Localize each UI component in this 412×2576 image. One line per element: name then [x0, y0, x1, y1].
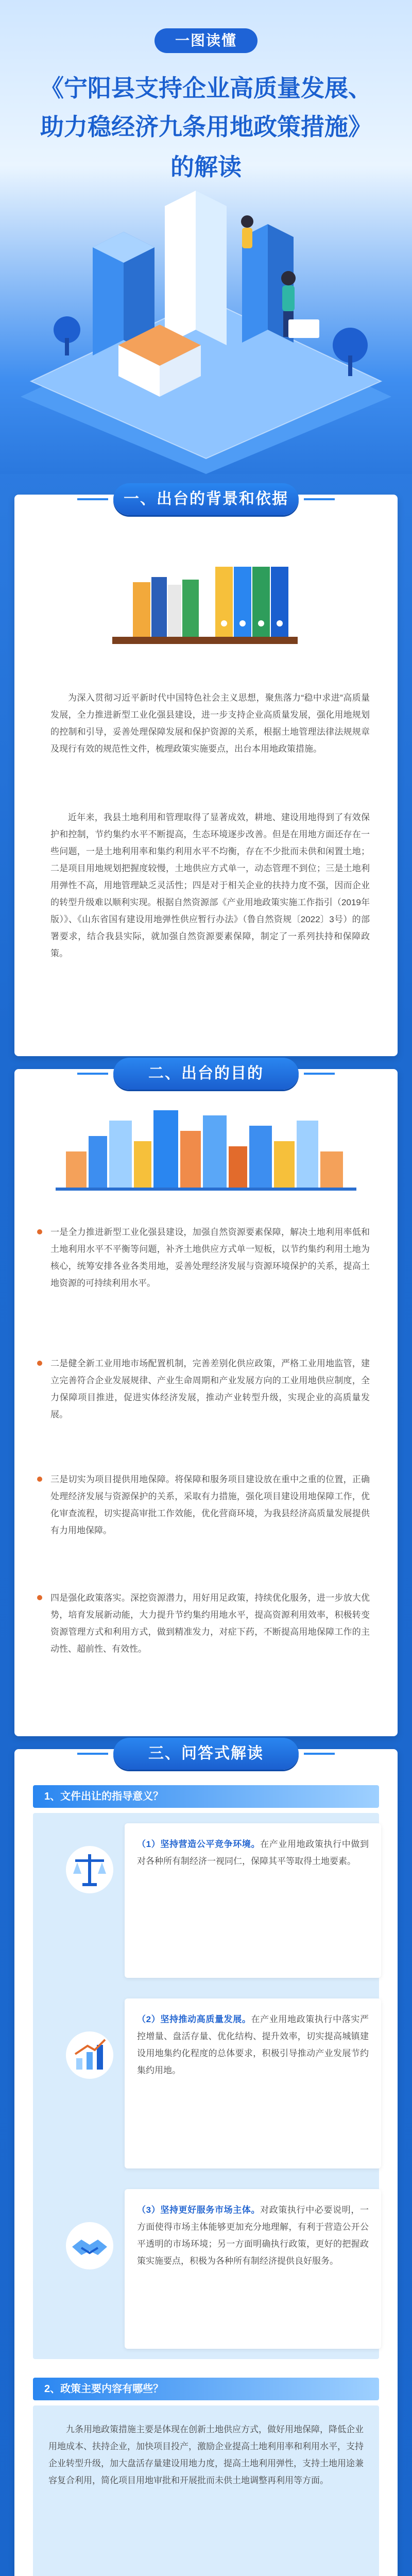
- background-paragraph-2: 近年来，我县土地利用和管理取得了显著成效，耕地、建设用地得到了有效保护和控制，节约集约水平不断提高，生态环境逐步改善。但是在用地方面还存在一些问题，一是土地利用率和集约利用水平不均衡，存在不少批而未供和闲置土地；二是项目用地规划把握度较慢，土地供应方式单一，动态管理不到位；三是土地利用弹性不高，用地管理缺乏灵活性；四是对于相关企业的扶持力度不强，因而企业的转型升级难以顺利实现。根据自然资源部《产业用地政策实施工作指引（2019年版）》、《山东省国有建设用地弹性供应暂行办法》（鲁自然资规〔2022〕3号）的部署要求，结合我县实际，就加强自然资源要素保障，制定了一系列扶持和保障政策。: [50, 812, 370, 958]
- growth-chart-icon: [64, 2029, 115, 2081]
- purpose-item-text: 三是切实为项目提供用地保障。将保障和服务项目建设放在重中之重的位置，正确处理经济发展与资源保护的关系，采取有力措施，强化项目建设用地保障工作，优化审查流程，切实提高审批工作效能，优化营商环境，为我县经济高质量发展提供有力用地保障。: [50, 1475, 370, 1535]
- answer-1-detail: 在产业用地政策执行中落实严控增量、盘活存量、优化结构、提升效率，切实提高城镇建设用地集约化程度的总体要求，积极引导推动产业发展节约集约用地。: [137, 2014, 369, 2075]
- bookshelf-icon: [102, 536, 308, 654]
- hero-illustration: [0, 175, 412, 474]
- section-heading: 三、问答式解读: [113, 1738, 299, 1770]
- question-2: 2、政策主要内容有哪些？: [33, 2378, 379, 2400]
- section-purpose: [14, 1065, 398, 1736]
- handshake-icon: [64, 2220, 115, 2272]
- bullet-dot-icon: [37, 1595, 42, 1600]
- bullet-dot-icon: [37, 1477, 42, 1482]
- scale-icon: [64, 1844, 115, 1895]
- bullet-dot-icon: [37, 1229, 42, 1234]
- bullet-dot-icon: [37, 1361, 42, 1366]
- hero-title-line1: 《宁阳县支持企业高质量发展、: [40, 74, 372, 102]
- answer-1-item: [125, 1823, 381, 1978]
- answer-1-text: [137, 1836, 369, 1870]
- answer-1-keypoint: （1）坚持营造公平竞争环境。: [137, 1839, 261, 1849]
- purpose-item: [50, 1224, 370, 1292]
- answer-1-keypoint: （2）坚持推动高质量发展。: [137, 2014, 251, 2024]
- purpose-item-text: 一是全力推进新型工业化强县建设，加强自然资源要素保障，解决土地利用率低和土地利用水平不平衡等问题，补齐土地供应方式单一短板，以节约集约利用土地为核心，统筹安排各业各类用地，妥善处理经济发展与资源环境保护的关系，提高土地资源的可持续利用水平。: [50, 1227, 370, 1288]
- section-qa: [14, 1745, 398, 2576]
- purpose-item: [50, 1471, 370, 1539]
- answer-1-text: [137, 2201, 369, 2269]
- hero-title-line3: 的解读: [170, 153, 242, 181]
- hero-title-line2: 助力稳经济九条用地政策措施》: [40, 113, 372, 141]
- answer-1-text: [137, 2011, 369, 2079]
- section-heading: 二、出台的目的: [113, 1058, 299, 1090]
- answer-1-item: [125, 1998, 381, 2168]
- answer-2-panel: [33, 2405, 379, 2576]
- question-1: 1、文件出让的指导意义？: [33, 1785, 379, 1808]
- answer-1-keypoint: （3）坚持更好服务市场主体。: [137, 2205, 261, 2215]
- background-paragraph-1: 为深入贯彻习近平新时代中国特色社会主义思想，聚焦落力“稳中求进”高质量发展，全力推进新型工业化强县建设，进一步支持企业高质量发展，强化用地规划的控制和引导，妥善处理保障发展和保护资源的关系，根据土地管理法律法规规章及现行有效的规范性文件，梳理政策实施要点，出台本用地政策措施。: [50, 693, 370, 754]
- answer-1-panel: [33, 1813, 379, 2359]
- answer-1-item: [125, 2189, 381, 2349]
- purpose-item: [50, 1355, 370, 1423]
- city-skyline-icon: [56, 1105, 356, 1198]
- answer-1-detail: 对政策执行中必要说明，一方面使得市场主体能够更加充分地理解，有利于营造公开公平透明的市场环境；另一方面明确执行政策，更好的把握政策实施要点，积极为各种所有制经济提供良好服务。: [137, 2205, 369, 2266]
- answer-2-text: 九条用地政策措施主要是体现在创新土地供应方式，做好用地保障，降低企业用地成本、扶持企业，加快项目投产，激励企业提高土地利用率和利用水平，支持企业转型升级，加大盘活存量建设用地力度，提高土地利用弹性，支持土地用途兼容复合利用，简化项目用地审批和开展批而未供土地调整再利用等方面。: [48, 2425, 364, 2485]
- purpose-item-text: 二是健全新工业用地市场配置机制，完善差别化供应政策，严格工业用地监管，建立完善符合企业发展规律、产业生命周期和产业发展方向的工业用地供应制度，全力保障项目推进，促进实体经济发展，推动产业转型升级，实现企业的高质量发展。: [50, 1359, 370, 1419]
- answer-1-detail: 在产业用地政策执行中做到对各种所有制经济一视同仁，保障其平等取得土地要素。: [137, 1839, 369, 1866]
- purpose-item: [50, 1589, 370, 1657]
- hero-badge: 一图读懂: [154, 28, 258, 53]
- section-heading: 一、出台的背景和依据: [113, 483, 299, 515]
- section-background: [14, 490, 398, 1056]
- hero-banner: [0, 0, 412, 474]
- purpose-item-text: 四是强化政策落实。深挖资源潜力，用好用足政策，持续优化服务，进一步放大优势，培育发展新动能，大力提升节约集约用地水平，提高资源利用效率，积极转变资源管理方式和利用方式，做到精准发力，对症下药，不断提高用地保障工作的主动性、超前性、有效性。: [50, 1593, 370, 1654]
